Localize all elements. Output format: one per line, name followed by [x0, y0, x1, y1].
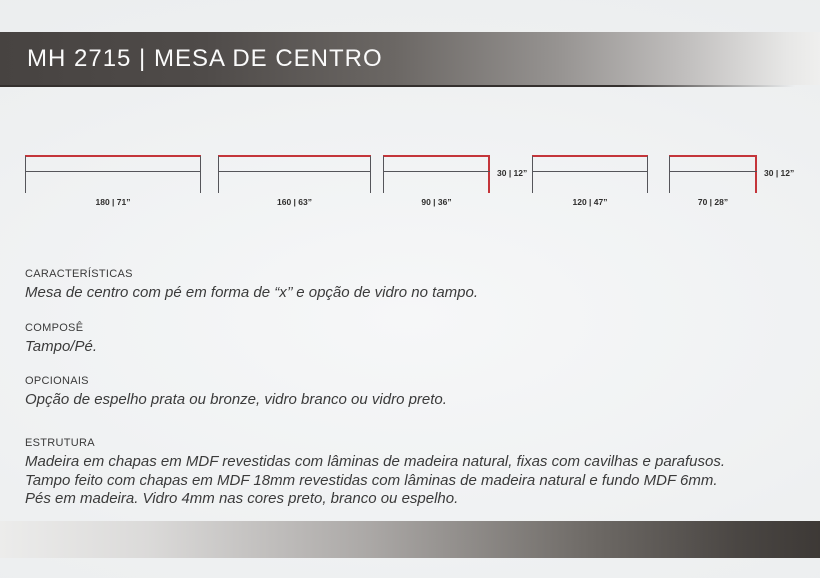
height-dimension-label: 30 | 12” — [764, 168, 795, 178]
shelf-line — [383, 171, 490, 172]
section-heading: CARACTERÍSTICAS — [25, 268, 133, 280]
table-side-view — [218, 155, 371, 193]
width-dimension-label: 120 | 47” — [572, 197, 608, 207]
table-diagram-180 — [25, 155, 201, 207]
table-leg-left — [532, 156, 533, 193]
shelf-line — [669, 171, 757, 172]
width-dimension-label: 160 | 63” — [277, 197, 312, 207]
width-dimension-label: 70 | 28” — [697, 197, 729, 207]
estrutura-line-1: Madeira em chapas em MDF revestidas com lâminas de madeira natural, fixas com cavilhas e parafusos. — [25, 453, 726, 470]
estrutura-line-3: Pés em madeira. Vidro 4mm nas cores preto, branco ou espelho. — [25, 490, 459, 507]
section-heading: COMPOSÊ — [25, 322, 84, 334]
table-leg-right — [647, 156, 648, 193]
tabletop-line — [218, 155, 371, 157]
table-diagram-120 — [532, 155, 648, 207]
section-body: Mesa de centro com pé em forma de “x’’ e opção de vidro no tampo. — [25, 284, 479, 301]
tabletop-line — [25, 155, 201, 157]
section-body — [25, 453, 795, 509]
table-leg-right — [200, 156, 201, 193]
width-dimension-label: 90 | 36” — [421, 197, 452, 207]
footer-gradient-bar — [0, 521, 820, 558]
table-leg-right — [755, 156, 757, 193]
section-body: Tampo/Pé. — [25, 338, 97, 355]
table-leg-left — [25, 156, 26, 193]
section-opcionais — [25, 375, 795, 410]
width-dimension-label: 180 | 71” — [95, 197, 131, 207]
dimension-diagrams — [0, 155, 820, 215]
table-leg-left — [218, 156, 219, 193]
table-diagram-70 — [669, 155, 795, 207]
section-body: Opção de espelho prata ou bronze, vidro branco ou vidro preto. — [25, 391, 447, 408]
tabletop-line — [383, 155, 490, 157]
table-diagram-160 — [218, 155, 371, 207]
table-leg-left — [669, 156, 670, 193]
page-title: MH 2715 | MESA DE CENTRO — [27, 44, 383, 72]
table-side-view — [532, 155, 648, 193]
table-side-view — [25, 155, 201, 193]
shelf-line — [532, 171, 648, 172]
table-side-view — [383, 155, 528, 193]
section-heading: ESTRUTURA — [25, 437, 95, 449]
section-estrutura — [25, 437, 795, 509]
shelf-line — [218, 171, 371, 172]
table-leg-right — [488, 156, 490, 193]
shelf-line — [25, 171, 201, 172]
table-diagram-90 — [383, 155, 528, 207]
table-leg-right — [370, 156, 371, 193]
section-caracteristicas — [25, 268, 795, 303]
estrutura-line-2: Tampo feito com chapas em MDF 18mm revestidas com lâminas de madeira natural e fundo MDF 6mm. — [25, 471, 718, 489]
table-leg-left — [383, 156, 384, 193]
title-bar — [0, 32, 820, 85]
tabletop-line — [532, 155, 648, 157]
section-heading: OPCIONAIS — [25, 375, 89, 387]
table-side-view — [669, 155, 795, 193]
section-compose — [25, 322, 795, 357]
tabletop-line — [669, 155, 757, 157]
height-dimension-label: 30 | 12” — [497, 168, 528, 178]
